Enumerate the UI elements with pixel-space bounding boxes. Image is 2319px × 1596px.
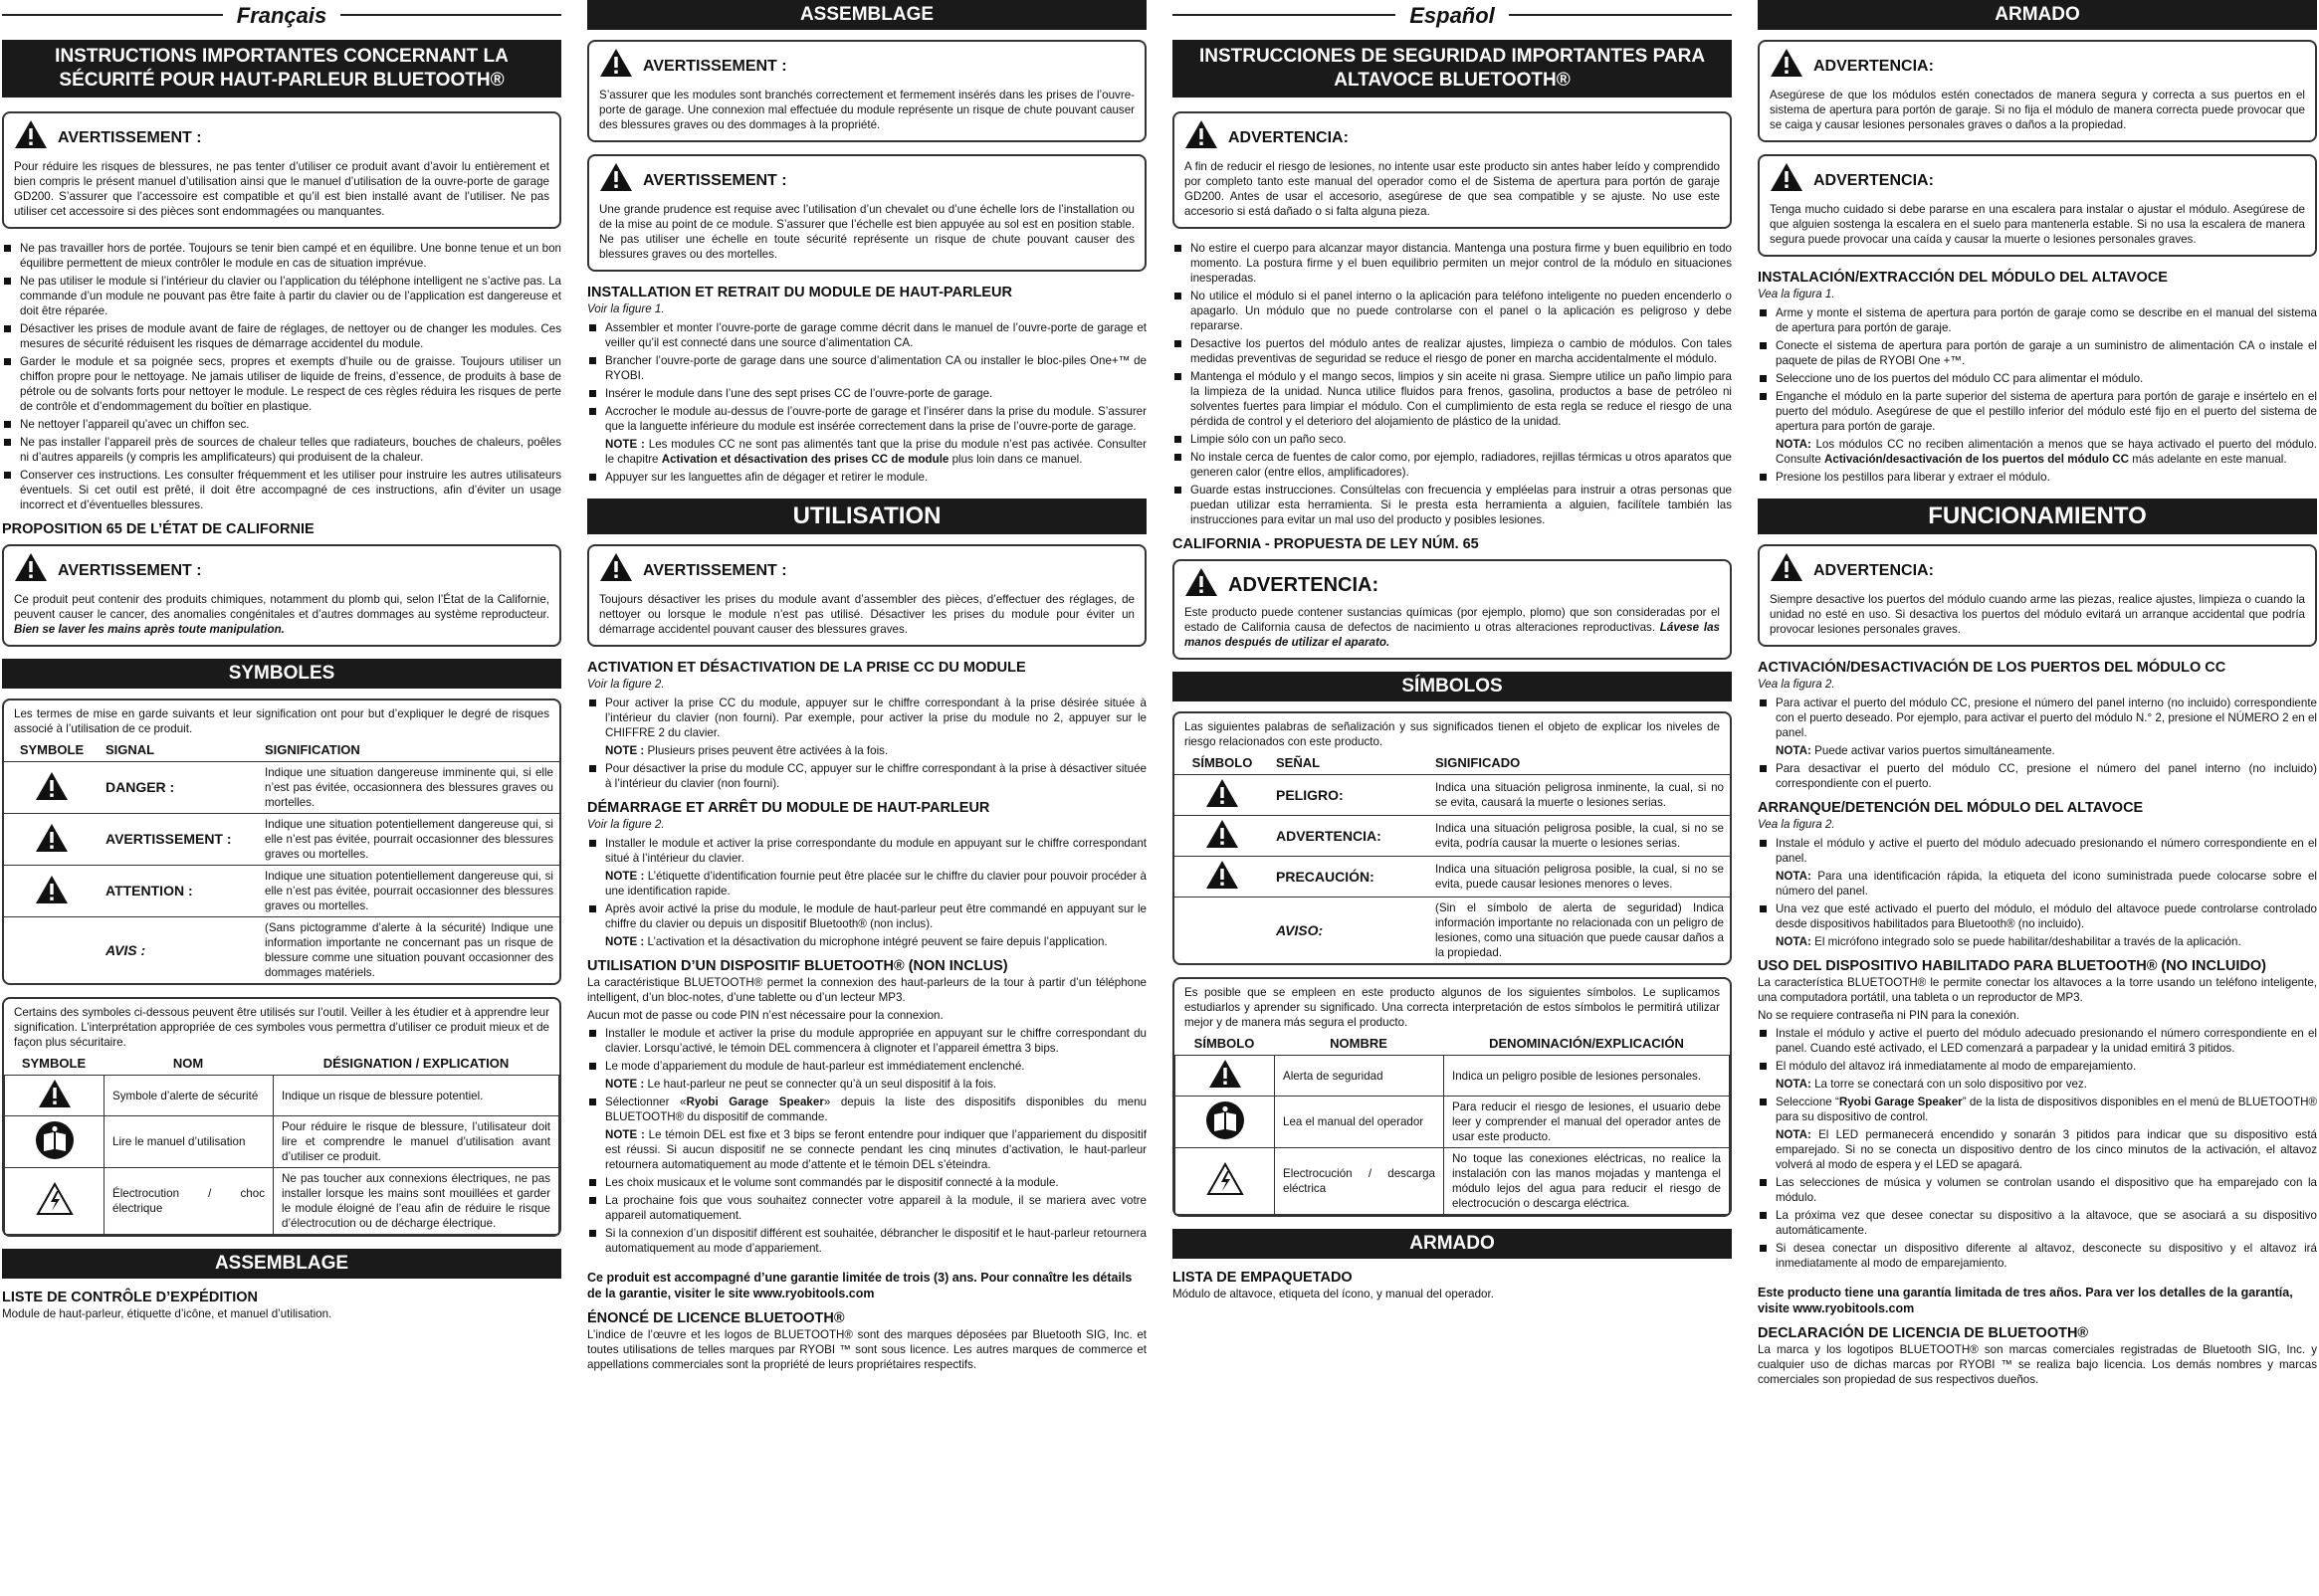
symbol-row [5,1168,559,1235]
symbols-table [4,1075,559,1235]
language-header [2,0,561,30]
section-title-safety: INSTRUCTIONS IMPORTANTES CONCERNANT LA SÉCURITÉ POUR HAUT-PARLEUR BLUETOOTH® [2,40,561,98]
signal-word: PRECAUCIÓN: [1270,857,1429,898]
signal-word: AVIS : [100,917,259,984]
bluetooth-step: Si la connexion d’un dispositif différent est souhaitée, débrancher le dispositif et le haut-parleur retournera automatiquement au mode d’appariement. [587,1226,1147,1256]
safety-rule-item: Ne pas travailler hors de portée. Toujours se tenir bien campé et en équilibre. Une bonne tenue et un bon équilibre permettent de mieux contrôler le module en cas de situation imprévue. [2,241,561,271]
start-step: Una vez que esté activado el puerto del módulo, el módulo del altavoce puede controlarse controlado desde dispositivos habilitados para Bluetooth® (no incluido). [1758,901,2317,931]
warning-heading: AVERTISSEMENT : [643,57,787,75]
note-tail: plus loin dans ce manuel. [951,453,1083,466]
note-label: NOTE : [605,744,645,757]
safety-rule-item: Ne pas utiliser le module si l’intérieur du clavier ou l’application du téléphone intelligent ne s’active pas. La commande d’un module ne pouvant pas être faite à partir du clavier ou de l’application est dangereuse et doit être réparée. [2,274,561,318]
warning-text: Toujours désactiver les prises du module avant d’assembler des pièces, d’effectuer des réglages, de nettoyer ou lorsque le module n’est pas utilisé. Désactiver les prises du module pour éviter un démarrage accidentel pouvant causer des blessures graves. [599,593,1135,636]
safety-rules-list [1172,241,1732,527]
bluetooth-step: La prochaine fois que vous souhaitez connecter votre appareil à la module, il se mariera avec votre appareil automatiquement. [587,1193,1147,1223]
symbol-explanation: No toque las conexiones eléctricas, no realice la instalación con las manos mojadas y mantenga el módulo lejos del agua para reducir el riesgo de electrocución o descarga eléctrica. [1444,1148,1730,1215]
note-text: Plusieurs prises peuvent être activées à la fois. [647,744,889,757]
safety-alert-icon [1208,1059,1242,1089]
symbols-intro: Certains des symboles ci-dessous peuvent être utilisés sur l’outil. Veiller à les étudier et à apprendre leur signification. L’interprétation appropriée de ces symboles vous permettra d’utiliser ce produit mieux et de façon plus sécuritaire. [14,1006,549,1049]
install-step: Accrocher le module au-dessus de l’ouvre-porte de garage et l’insérer dans la prise du module. S’assurer que la languette inférieure du module est insérée correctement dans la prise de l’ouvre-porte de garage. [587,404,1147,434]
warning-text: Pour réduire les risques de blessures, ne pas tenter d’utiliser ce produit avant d’avoir lu entièrement et bien compris le présent manuel d’utilisation ainsi que le manuel d’utilisation de la ouvre-porte de garage GD200. S’assurer que l’accessoire est compatible et qu’il est bien installé avant de l’utiliser. Ne pas utiliser cet accessoire si des pièces sont endommagées ou manquantes. [14,160,549,218]
safety-alert-icon [1205,819,1239,849]
signal-words-table [4,761,559,983]
read-manual-icon [35,1120,75,1160]
warning-text: Ce produit peut contenir des produits chimiques, notamment du plomb qui, selon l’État de la Californie, peuvent causer le cancer, des anomalies congénitales et d’autres dommages au système reproducteur. [14,593,549,621]
note [587,1127,1147,1172]
note-label: NOTE : [605,1078,645,1091]
symbol-name: Electrocución / descarga eléctrica [1275,1148,1444,1215]
bluetooth-step: Si desea conectar un dispositivo diferente al altavoz, desconecte su dispositivo y el altavoz irá inmediatamente al modo de emparejamiento. [1758,1241,2317,1271]
section-title-assembly: ASSEMBLAGE [2,1249,561,1279]
note-text: Puede activar varios puertos simultáneamente. [1814,744,2055,757]
note [1758,934,2317,949]
signal-row [4,814,559,866]
install-step: Enganche el módulo en la parte superior del sistema de apertura para portón de garaje e insértelo en el puerto del módulo. Asegúrese de que el pestillo inferior del módulo esté fijo en el puerto del sistema de apertura para portón de garaje. [1758,389,2317,434]
symbol-name: Lire le manuel d’utilisation [105,1116,274,1168]
column-spanish-safety [1172,0,1732,1596]
symbol-icon-cell [1175,1097,1275,1148]
signal-row [4,917,559,984]
section-title-assembly: ARMADO [1758,0,2317,30]
bluetooth-step: Le mode d’appariement du module de haut-parleur est immédiatement enclenché. [587,1059,1147,1074]
warning-heading: ADVERTENCIA: [1228,573,1379,596]
warning-header [1770,552,2305,589]
col-head-name: NOMBRE [1330,1036,1387,1051]
note-label: NOTA: [1776,1128,1811,1141]
note-label: NOTE : [605,438,645,451]
prop65-heading: CALIFORNIA - PROPUESTA DE LEY NÚM. 65 [1172,536,1479,552]
section-title-operation: UTILISATION [587,499,1147,534]
bluetooth-step [587,1095,1147,1124]
signal-word: ADVERTENCIA: [1270,816,1429,857]
bluetooth-step: Las selecciones de música y volumen se controlan usando el dispositivo que ha emparejado con la módulo. [1758,1175,2317,1205]
bluetooth-step: La próxima vez que desee conectar su dispositivo a la altavoce, que se asociará a su dispositivo automáticamente. [1758,1208,2317,1238]
signal-symbol-cell [4,814,100,866]
note-text: El micrófono integrado solo se puede habilitar/deshabilitar a través de la aplicación. [1814,935,2241,948]
section-title-symbols: SYMBOLES [2,659,561,689]
symbol-row [5,1076,559,1116]
warranty-statement: Ce produit est accompagné d’une garantie limitée de trois (3) ans. Pour connaître les détails de la garantie, visiter le site www.ryobitools.com [587,1271,1133,1300]
activation-figure-ref: Voir la figure 2. [587,678,665,691]
column-french-assembly [587,0,1147,1596]
warning-header [1770,48,2305,85]
symbol-explanation: Indica un peligro posible de lesiones personales. [1444,1056,1730,1097]
col-head-signal: SIGNAL [105,742,155,757]
signal-symbol-cell [1174,816,1270,857]
note-text: L’étiquette d’identification fournie peut être placée sur le chiffre du clavier pour pouvoir procéder à une identification rapide. [605,870,1147,898]
section-title-safety: INSTRUCCIONES DE SEGURIDAD IMPORTANTES PARA ALTAVOCE BLUETOOTH® [1172,40,1732,98]
symbol-explanation: Indique un risque de blessure potentiel. [274,1076,559,1116]
symbol-row [1175,1097,1730,1148]
step-text: » depuis la liste des dispositifs disponibles du menu BLUETOOTH® du dispositif de commande. [605,1096,1147,1123]
signal-meaning: Indica una situación peligrosa posible, la cual, si no se evita, puede causar lesiones menores o leves. [1429,857,1730,898]
signal-row [1174,775,1730,816]
warning-bold-text: Bien se laver les mains après toute manipulation. [14,623,285,636]
note-tail: más adelante en este manual. [2132,453,2287,466]
symbols-box [1172,977,1732,1217]
warning-heading: AVERTISSEMENT : [643,561,787,579]
warning-box-ladder [1758,154,2317,257]
alert-slot [599,48,633,85]
install-figure-ref: Voir la figure 1. [587,302,665,315]
warning-text: Siempre desactive los puertos del módulo cuando arme las piezas, realice ajustes, limpieza o cuando la unidad no esté en uso. Si desactiva los puertos del módulo evitará un arranque accidental que podría provocar lesiones personales graves. [1770,593,2305,636]
activation-heading: ACTIVATION ET DÉSACTIVATION DE LA PRISE CC DU MODULE [587,660,1026,676]
start-figure-ref: Vea la figura 2. [1758,818,1835,831]
signal-symbol-cell [4,917,100,984]
safety-rule-item: Ne pas installer l’appareil près de sources de chaleur telles que radiateurs, bouches de chaleurs, poêles ni d’autres appareils (y compris les amplificateurs) qui produisent de la chaleur. [2,435,561,465]
signal-words-box [1172,711,1732,965]
language-title: Français [236,2,327,28]
safety-alert-icon [1205,860,1239,890]
signal-words-box [2,698,561,985]
note-text: La torre se conectará con un solo dispositivo por vez. [1814,1078,2087,1091]
safety-rule-item: No utilice el módulo si el panel interno o la aplicación para teléfono inteligente no pueden encenderlo o apagarlo. Un módulo que no puede controlarse con el panel o la aplicación es peligroso y debe repararse. [1172,289,1732,333]
signal-meaning: Indica una situación peligrosa inminente, la cual, si no se evita, causará la muerte o lesiones serias. [1429,775,1730,816]
install-step: Arme y monte el sistema de apertura para portón de garaje como se describe en el manual del sistema de apertura para portón de garaje. [1758,305,2317,335]
bluetooth-paragraph: Aucun mot de passe ou code PIN n’est nécessaire pour la connexion. [587,1009,944,1022]
bluetooth-step: El módulo del altavoz irá inmediatamente al modo de emparejamiento. [1758,1059,2317,1074]
note-label: NOTA: [1776,935,1811,948]
warning-header [599,48,1135,85]
signal-row [4,762,559,814]
warning-header [599,162,1135,199]
warning-text: Este producto puede contener sustancias químicas (por ejemplo, plomo) que son consideradas por el estado de California causa de defectos de nacimiento u otras alteraciones reproductivas. [1184,606,1720,634]
activation-step: Pour désactiver la prise du module CC, appuyer sur le chiffre correspondant à la prise à désactiver située à l’intérieur du clavier (non fourni). [587,761,1147,791]
safety-alert-icon [599,48,633,78]
note-label: NOTE : [605,870,645,883]
col-head-name: NOM [172,1056,204,1071]
note-label: NOTA: [1776,744,1811,757]
bluetooth-step [1758,1095,2317,1124]
section-title-symbols: SÍMBOLOS [1172,672,1732,701]
note-label: NOTE : [605,1128,645,1141]
safety-alert-icon [599,552,633,582]
install-step: Insérer le module dans l’une des sept prises CC de l’ouvre-porte de garage. [587,386,1147,401]
safety-rule-item: No estire el cuerpo para alcanzar mayor distancia. Mantenga una postura firme y buen equilibrio en todo momento. La postura firme y el buen equilibrio permiten un mejor control de la módulo en situaciones inesperadas. [1172,241,1732,286]
note [587,1077,1147,1092]
note-text: Los módulos CC no reciben alimentación a menos que se haya activado el puerto del módulo. Consulte [1776,438,2317,466]
license-text: La marca y los logotipos BLUETOOTH® son marcas comerciales registradas de Bluetooth SIG, Inc. y cualquier uso de dichas marcas por RYOBI ™ se realiza bajo licencia. Los demás nombres y marcas comerciales son propiedad de sus respectivos dueños. [1758,1343,2317,1386]
bluetooth-paragraph: La característica BLUETOOTH® le permite conectar los altavoces a la torre usando un teléfono inteligente, una computadora portátil, una tableta o un reproductor de MP3. [1758,976,2317,1004]
warning-heading: ADVERTENCIA: [1228,128,1349,146]
symbol-icon-cell [5,1168,105,1235]
electric-shock-icon [1206,1162,1244,1196]
warning-heading: ADVERTENCIA: [1813,171,1934,189]
warning-text: S’assurer que les modules sont branchés correctement et fermement insérés dans les prises de l’ouvre-porte de garage. Une connexion mal effectuée du module représente un risque de chute pouvant causer des blessures graves ou des dommages à la propriété. [599,89,1135,131]
warning-box-prop65 [1172,559,1732,660]
bluetooth-paragraph: La caractéristique BLUETOOTH® permet la connexion des haut-parleurs de la tour à partir d’un téléphone intelligent, d’un bloc-notes, d’une tablette ou d’un lecteur MP3. [587,976,1147,1004]
safety-rule-item: Garder le module et sa poignée secs, propres et exempts d’huile ou de graisse. Toujours utiliser un chiffon propre pour le nettoyage. Ne jamais utiliser de liquide de freins, d’essence, de produits à base de pétrole ou de solvants forts pour nettoyer le module. Le respect de ces règles réduira les risques de perte de contrôle et d’endommagement du boîtier en plastique. [2,354,561,414]
safety-rule-item: Guarde estas instrucciones. Consúltelas con frecuencia y empléelas para instruir a otras personas que puedan utilizar esta herramienta. Si le presta esta herramienta a alguien, facilítele también las instrucciones para evitar un mal uso del producto y posibles lesiones. [1172,483,1732,527]
signal-symbol-cell [4,866,100,917]
alert-slot [1770,48,1803,85]
safety-alert-icon [38,1079,72,1108]
warning-heading: AVERTISSEMENT : [58,561,202,579]
safety-rule-item: Limpie sólo con un paño seco. [1172,432,1732,447]
signal-symbol-cell [1174,857,1270,898]
note-link: Activation et désactivation des prises CC de module [661,453,949,466]
bluetooth-heading: UTILISATION D’UN DISPOSITIF BLUETOOTH® (NON INCLUS) [587,958,1008,974]
warning-text: Tenga mucho cuidado si debe pararse en una escalera para instalar o ajustar el módulo. Asegúrese de que alguien sostenga la escalera en el suelo para mantenerla estable. Si no usa la escalera de manera segura puede provocar una caída y causar la muerte o lesiones personales graves. [1770,203,2305,246]
note [587,743,1147,758]
note [1758,1127,2317,1172]
col-head-symbol: SYMBOLE [19,742,85,757]
safety-alert-icon [35,823,69,853]
install-note [1758,437,2317,467]
alert-slot [1770,552,1803,589]
alert-slot [599,552,633,589]
activation-heading: ACTIVACIÓN/DESACTIVACIÓN DE LOS PUERTOS DEL MÓDULO CC [1758,660,2226,676]
signal-meaning: (Sans pictogramme d’alerte à la sécurité) Indique une information importante ne concernant pas un risque de blessure comme une situation pouvant occasionner des dommages matériels. [259,917,559,984]
language-title: Español [1409,2,1495,28]
note [1758,869,2317,898]
install-step: Presione los pestillos para liberar y extraer el módulo. [1758,470,2317,485]
col-head-signal: SEÑAL [1276,755,1321,770]
warning-heading: ADVERTENCIA: [1813,561,1934,579]
warning-box-connection [1758,40,2317,142]
bluetooth-step: Installer le module et activer la prise du module appropriée en appuyant sur le chiffre correspondant du clavier. Lorsqu’activé, le témoin DEL commencera à clignoter et l’appareil émettra 3 bips. [587,1026,1147,1056]
signal-intro: Las siguientes palabras de señalización y sus significados tienen el objeto de explicar los niveles de riesgo relacionados con este producto. [1184,720,1720,748]
prop65-heading: PROPOSITION 65 DE L’ÉTAT DE CALIFORNIE [2,521,315,537]
symbol-explanation: Ne pas toucher aux connexions électriques, ne pas installer lorsque les mains sont mouillées et garder le module éloigné de l’eau afin de réduire le risque d’électrocution ou de décharge électrique. [274,1168,559,1235]
safety-alert-icon [1770,162,1803,192]
section-title-assembly: ARMADO [1172,1229,1732,1259]
warning-bold-text: Lávese las manos después de utilizar el aparato. [1184,621,1720,649]
note-text: Para una identificación rápida, la etiqueta del icono suministrada puede colocarse sobre el número del panel. [1776,870,2317,898]
safety-alert-icon [1770,552,1803,582]
note-label: NOTA: [1776,1078,1811,1091]
safety-rule-item: Mantenga el módulo y el mango secos, limpios y sin aceite ni grasa. Siempre utilice un paño limpio para la limpieza de la unidad. Nunca utilice fluidos para frenos, gasolina, productos a base de petróleo ni solventes fuertes para limpiar el módulo. Con el cumplimiento de esta regla se reduce el riesgo de una pérdida de control y el deterioro del alojamiento de plástico de la unidad. [1172,369,1732,429]
step-text: Seleccione “ [1776,1096,1839,1108]
safety-alert-icon [14,119,48,149]
symbol-row [1175,1056,1730,1097]
section-title-operation: FUNCIONAMIENTO [1758,499,2317,534]
safety-alert-icon [1184,119,1218,149]
device-name: Ryobi Garage Speaker [686,1096,824,1108]
symbol-row [1175,1148,1730,1215]
warning-text: Une grande prudence est requise avec l’utilisation d’un chevalet ou d’une échelle lors de l’installation ou de la mise au point de ce module. S’assurer que l’échelle est bien appuyée au sol est en position stable. Ne pas utiliser une échelle en toute sécurité représente un risque de chute pouvant causer des blessures graves ou des mortelles. [599,203,1135,261]
symbols-intro: Es posible que se empleen en este producto algunos de los siguientes símbolos. Le suplicamos estudiarlos y aprender su significado. Una correcta interpretación de estos símbolos le permitirá utilizar mejor y de manera más segura el producto. [1184,986,1720,1029]
electric-shock-icon [36,1182,74,1216]
warning-text: Asegúrese de que los módulos estén conectados de manera segura y correcta a sus puertos en el sistema de apertura para portón de garaje. Si no fija el módulo de manera correcta puede provocar que se caiga y causar lesiones personales graves o daños a la propiedad. [1770,89,2305,131]
signal-symbol-cell [4,762,100,814]
safety-rule-item: Desactive los puertos del módulo antes de realizar ajustes, limpieza o cambio de módulos. Con tales medidas preventivas de seguridad se reduce el riesgo de poner en marcha accidentalmente el módulo. [1172,336,1732,366]
install-step: Seleccione uno de los puertos del módulo CC para alimentar el módulo. [1758,371,2317,386]
warning-box-prop65 [2,544,561,647]
note-text: Le haut-parleur ne peut se connecter qu’à un seul dispositif à la fois. [647,1078,997,1091]
symbols-table [1174,1055,1730,1215]
symbol-name: Lea el manual del operador [1275,1097,1444,1148]
safety-rule-item: Désactiver les prises de module avant de faire de réglages, de nettoyer ou de changer les modules. Ces mesures de sécurité réduisent les risques de démarrage accidentel du module. [2,321,561,351]
signal-meaning: Indica una situación peligrosa posible, la cual, si no se evita, podría causar la muerte o lesiones serias. [1429,816,1730,857]
symbol-explanation: Pour réduire le risque de blessure, l’utilisateur doit lire et comprendre le manuel d’utilisation avant d’utiliser ce produit. [274,1116,559,1168]
bluetooth-paragraph: No se requiere contraseña ni PIN para la conexión. [1758,1009,2019,1022]
note-label: NOTA: [1776,870,1811,883]
col-head-meaning: SIGNIFICADO [1435,755,1521,770]
install-heading: INSTALACIÓN/EXTRACCIÓN DEL MÓDULO DEL ALTAVOCE [1758,270,2168,286]
note [587,869,1147,898]
col-head-explanation: DENOMINACIÓN/EXPLICACIÓN [1489,1036,1684,1051]
warning-box-ladder [587,154,1147,272]
note-text: L’activation et la désactivation du microphone intégré peuvent se faire depuis l’application. [647,935,1108,948]
note-text: El LED permanecerá encendido y sonarán 3 pitidos para indicar que su dispositivo está emparejado. Si no se conecta un dispositivo dentro de los cinco minutos de la activación, el altavoz volverá al modo de espera y el LED se apagará. [1776,1128,2317,1171]
note-text: Le témoin DEL est fixe et 3 bips se feront entendre pour indiquer que l’appariement du dispositif est réussi. Si aucun dispositif ne se connecte pendant les cinq minutes d’activation, le haut-parleur retournera automatiquement au mode d’attente et le témoin DEL s’éteindra. [605,1128,1147,1171]
signal-word: ATTENTION : [100,866,259,917]
safety-alert-icon [1205,778,1239,808]
signal-row [1174,816,1730,857]
start-step: Installer le module et activer la prise correspondante du module en appuyant sur le chiffre correspondant situé à l’intérieur du clavier. [587,836,1147,866]
signal-meaning: Indique une situation potentiellement dangereuse qui, si elle n’est pas évitée, pourrait occasionner des blessures graves ou mortelles. [259,814,559,866]
col-head-symbol: SÍMBOLO [1193,1036,1255,1051]
install-note [587,437,1147,467]
activation-step: Para desactivar el puerto del módulo CC, presione el número del panel interno (no incluido) correspondiente con el puerto. [1758,761,2317,791]
safety-alert-icon [599,162,633,192]
signal-meaning: Indique une situation dangereuse imminente qui, si elle n’est pas évitée, occasionnera des blessures graves ou mortelles. [259,762,559,814]
warning-header [1770,162,2305,199]
safety-alert-icon [1184,567,1218,597]
symbol-explanation: Para reducir el riesgo de lesiones, el usuario debe leer y comprender el manual del operador antes de usar este producto. [1444,1097,1730,1148]
license-heading: ÉNONCÉ DE LICENCE BLUETOOTH® [587,1310,845,1326]
signal-intro: Les termes de mise en garde suivants et leur signification ont pour but d’expliquer le degré de risques associé à l’utilisation de ce produit. [14,707,549,735]
symbol-icon-cell [1175,1148,1275,1215]
alert-slot [1770,162,1803,199]
activation-figure-ref: Vea la figura 2. [1758,678,1835,691]
warranty-statement: Este producto tiene una garantía limitada de tres años. Para ver los detalles de la garantía, visite www.ryobitools.com [1758,1286,2293,1315]
col-head-explanation: DÉSIGNATION / EXPLICATION [322,1056,510,1071]
activation-step: Para activar el puerto del módulo CC, presione el número del panel interno (no incluido) correspondiente con el puerto deseado. Por ejemplo, para activar el puerto del módulo N.° 2, presione el NÚMERO 2 en el panel. [1758,696,2317,740]
bluetooth-step: Les choix musicaux et le volume sont commandés par le dispositif connecté à la module. [587,1175,1147,1190]
signal-row [4,866,559,917]
safety-rule-item: No instale cerca de fuentes de calor como, por ejemplo, radiadores, rejillas térmicas u otros aparatos que generen calor (entre ellos, amplificadores). [1172,450,1732,480]
warning-header [599,552,1135,589]
signal-row [1174,857,1730,898]
start-step: Après avoir activé la prise du module, le module de haut-parleur peut être commandé en appuyant sur le chiffre du clavier ou depuis un dispositif Bluetooth® (non inclus). [587,901,1147,931]
column-spanish-assembly [1758,0,2317,1596]
activation-step: Pour activer la prise CC du module, appuyer sur le chiffre correspondant à la prise désirée située à l’intérieur du clavier (non fourni). Par exemple, pour activer la prise du module no 2, appuyer sur le CHIFFRE 2 du clavier. [587,696,1147,740]
install-figure-ref: Vea la figura 1. [1758,288,1835,300]
note-link: Activación/desactivación de los puertos del módulo CC [1824,453,2130,466]
signal-meaning: (Sin el símbolo de alerta de seguridad) Indica información importante no relacionada con un peligro de lesiones, como una situación que puede causar daños a la propiedad. [1429,898,1730,964]
safety-alert-icon [14,552,48,582]
warning-box-general [2,111,561,229]
safety-rule-item: Conserver ces instructions. Les consulter fréquemment et les utiliser pour instruire les autres utilisateurs éventuels. Si cet outil est prêté, il doit être accompagné de ces instructions, afin d’éviter un usage incorrect et d’éventuelles blessures. [2,468,561,512]
read-manual-icon [1205,1100,1245,1140]
warning-box-connection [587,40,1147,142]
device-name: Ryobi Garage Speaker [1838,1096,1963,1108]
signal-word: AVERTISSEMENT : [100,814,259,866]
warning-box-operation [1758,544,2317,647]
signal-word: PELIGRO: [1270,775,1429,816]
symbol-row [5,1116,559,1168]
warning-heading: ADVERTENCIA: [1813,57,1934,75]
install-step: Conecte el sistema de apertura para portón de garaje a un suministro de alimentación CA o instale el paquete de pilas de RYOBI One +™. [1758,338,2317,368]
step-text: ” de la lista de dispositivos disponibles en el menú de BLUETOOTH® para su dispositivo de control. [1776,1096,2317,1123]
note [1758,1077,2317,1092]
warning-box-operation [587,544,1147,647]
license-heading: DECLARACIÓN DE LICENCIA DE BLUETOOTH® [1758,1325,2089,1341]
signal-word: DANGER : [100,762,259,814]
safety-alert-icon [1770,48,1803,78]
safety-rules-list [2,241,561,512]
install-step: Appuyer sur les languettes afin de dégager et retirer le module. [587,470,1147,485]
warning-heading: AVERTISSEMENT : [58,128,202,146]
symbol-name: Alerta de seguridad [1275,1056,1444,1097]
symbol-icon-cell [1175,1056,1275,1097]
install-step: Brancher l’ouvre-porte de garage dans une source d’alimentation CA ou installer le bloc-piles One+™ de RYOBI. [587,353,1147,383]
checklist-heading: LISTE DE CONTRÔLE D’EXPÉDITION [2,1290,258,1305]
note [587,934,1147,949]
install-heading: INSTALLATION ET RETRAIT DU MODULE DE HAUT-PARLEUR [587,285,1012,300]
safety-alert-icon [35,875,69,904]
symbol-name: Symbole d’alerte de sécurité [105,1076,274,1116]
signal-symbol-cell [1174,775,1270,816]
start-heading: ARRANQUE/DETENCIÓN DEL MÓDULO DEL ALTAVOCE [1758,800,2144,816]
section-title-assembly: ASSEMBLAGE [587,0,1147,30]
note [1758,743,2317,758]
checklist-text: Módulo de altavoce, etiqueta del ícono, y manual del operador. [1172,1288,1494,1300]
safety-alert-icon [35,771,69,801]
col-head-symbol: SÍMBOLO [1191,755,1253,770]
checklist-heading: LISTA DE EMPAQUETADO [1172,1270,1353,1286]
install-step: Assembler et monter l’ouvre-porte de garage comme décrit dans le manuel de l’ouvre-porte de garage et veiller qu’il est connecté dans une source d’alimentation CA. [587,320,1147,350]
alert-slot [599,162,633,199]
bluetooth-step: Instale el módulo y active el puerto del módulo adecuado presionando el número correspondiente en el panel. Cuando esté activado, el LED comenzará a parpadear y la unidad emitirá 3 pitidos. [1758,1026,2317,1056]
signal-symbol-cell [1174,898,1270,964]
step-text: Sélectionner « [605,1096,687,1108]
symbol-name: Électrocution / choc électrique [105,1168,274,1235]
col-head-symbol: SYMBOLE [21,1056,87,1071]
signal-word: AVISO: [1270,898,1429,964]
start-figure-ref: Voir la figure 2. [587,818,665,831]
signal-words-table [1174,774,1730,963]
license-text: L’indice de l’œuvre et les logos de BLUETOOTH® sont des marques déposées par Bluetooth SIG, Inc. et toutes utilisations de telles marques par RYOBI ™ sont sous licence. Les autres marques de commerce et appellations commerciales sont la propriété de leurs propriétaires respectifs. [587,1328,1147,1371]
warning-box-general [1172,111,1732,229]
symbol-icon-cell [5,1116,105,1168]
col-head-meaning: SIGNIFICATION [265,742,360,757]
checklist-text: Module de haut-parleur, étiquette d’icône, et manuel d’utilisation. [2,1307,332,1320]
note-label: NOTE : [605,935,645,948]
warning-text: A fin de reducir el riesgo de lesiones, no intente usar este producto sin antes haber leído y comprendido por completo tanto este manual del operador como el de Sistema de apertura para portón de garaje GD200. Antes de usar el accesorio, asegúrese de que sea compatible y se ajuste. No use este accesorio si está dañado o si falta alguna pieza. [1184,160,1720,218]
start-step: Instale el módulo y active el puerto del módulo adecuado presionando el número correspondiente en el panel. [1758,836,2317,866]
symbol-icon-cell [5,1076,105,1116]
column-french-safety [2,0,561,1596]
signal-row [1174,898,1730,964]
warning-heading: AVERTISSEMENT : [643,171,787,189]
language-header [1172,0,1732,30]
bluetooth-heading: USO DEL DISPOSITIVO HABILITADO PARA BLUETOOTH® (NO INCLUIDO) [1758,958,2266,974]
start-heading: DÉMARRAGE ET ARRÊT DU MODULE DE HAUT-PARLEUR [587,800,990,816]
note-label: NOTA: [1776,438,1811,451]
signal-meaning: Indique une situation potentiellement dangereuse qui, si elle n’est pas évitée, pourrait occasionner des blessures graves ou mortelles. [259,866,559,917]
safety-rule-item: Ne nettoyer l’appareil qu’avec un chiffon sec. [2,417,561,432]
note-text: Les modules CC ne sont pas alimentés tant que la prise du module n’est pas activée. Consulter le chapitre [605,438,1147,466]
symbols-box [2,997,561,1237]
